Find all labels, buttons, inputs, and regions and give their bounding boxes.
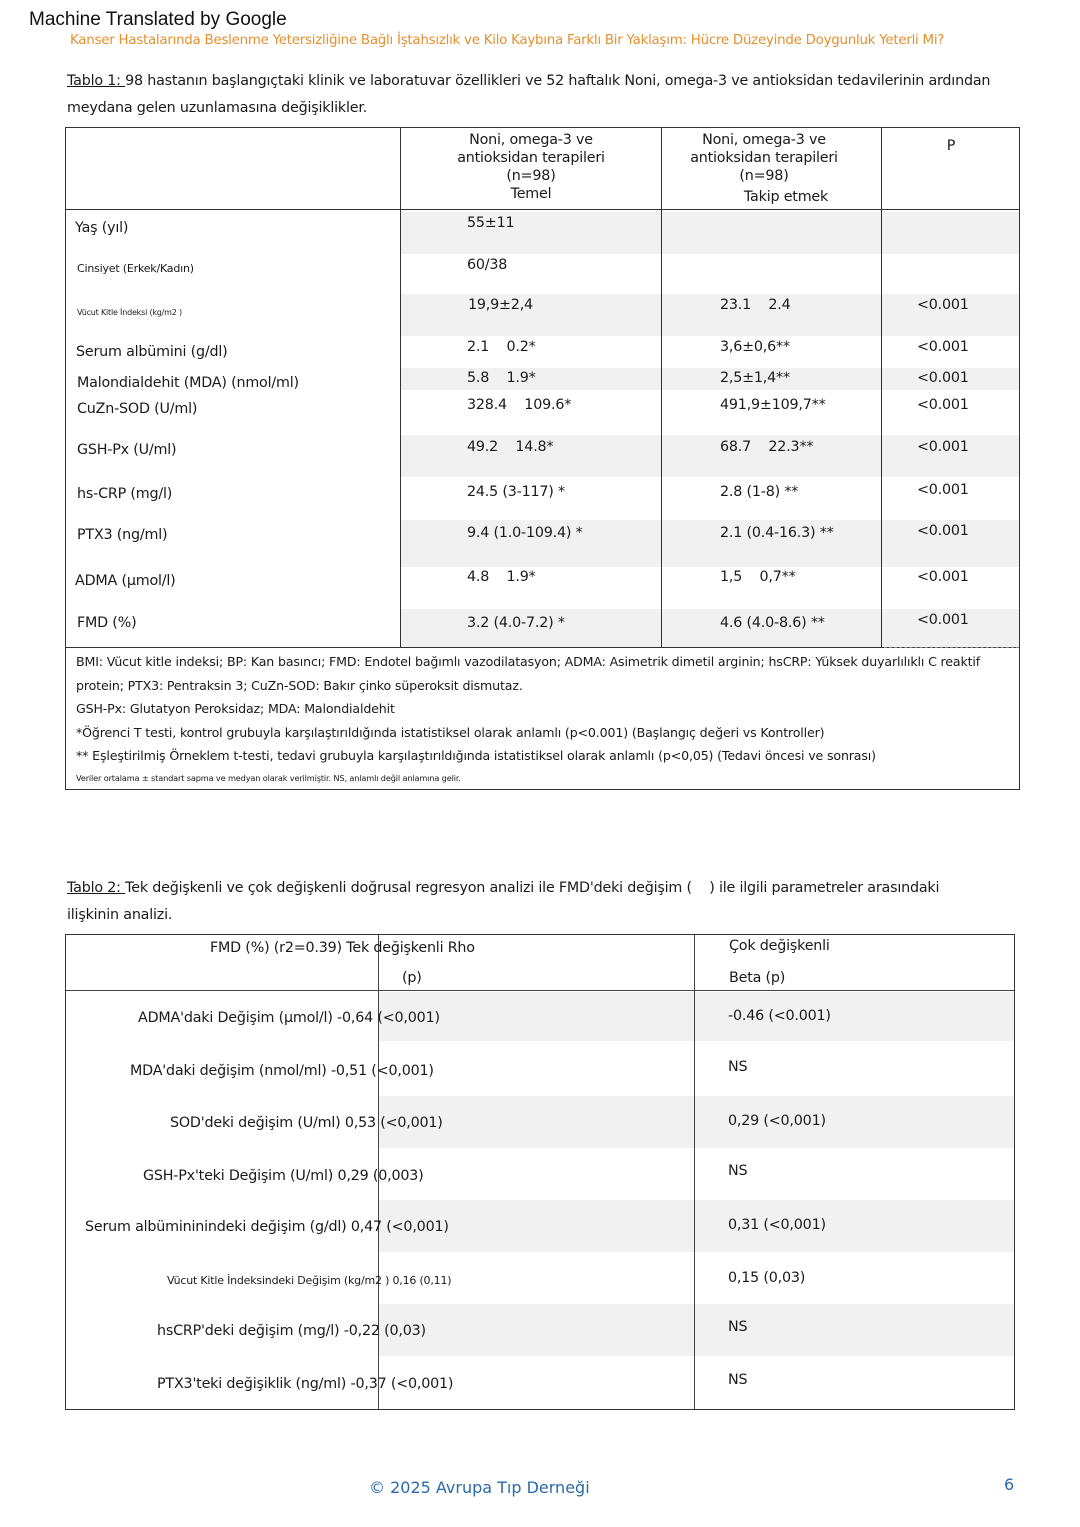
p-value: <0.001	[917, 482, 969, 498]
column-divider	[661, 128, 662, 648]
beta-value: 0,29 (<0,001)	[728, 1113, 826, 1129]
column-divider	[400, 128, 401, 648]
followup-value: 491,9±109,7**	[720, 397, 826, 413]
followup-value: 2.1 (0.4-16.3) **	[720, 525, 834, 541]
header-p: P	[946, 138, 956, 154]
page-number: 6	[1004, 1475, 1015, 1494]
footer-copyright: © 2025 Avrupa Tıp Derneği	[369, 1478, 590, 1497]
beta-value: NS	[728, 1372, 748, 1388]
header-followup-line: Noni, omega-3 ve	[702, 132, 826, 148]
note-line: protein; PTX3: Pentraksin 3; CuZn-SOD: Bakır çinko süperoksit dismutaz.	[76, 677, 523, 693]
followup-value: 1,5 0,7**	[720, 569, 796, 585]
baseline-value: 49.2 14.8*	[467, 439, 554, 455]
baseline-value: 9.4 (1.0-109.4) *	[467, 525, 583, 541]
note-line: BMI: Vücut kitle indeksi; BP: Kan basıncı; FMD: Endotel bağımlı vazodilatasyon; ADMA: Asimetrik dimetil arginin; hsCRP: Yüksek duyarlılıklı C reaktif	[76, 654, 981, 669]
p-value: <0.001	[917, 370, 969, 386]
row-label: PTX3'teki değişiklik (ng/ml) -0,37 (<0,001)	[157, 1376, 454, 1392]
baseline-value: 4.8 1.9*	[467, 569, 536, 585]
dotted-rule	[884, 647, 1019, 648]
header-followup	[634, 131, 894, 206]
header-baseline-line: antioksidan terapileri	[457, 150, 605, 166]
column-divider	[694, 935, 695, 1409]
column-divider	[881, 128, 882, 648]
baseline-value: 2.1 0.2*	[467, 339, 536, 355]
header-divider	[66, 209, 1019, 210]
followup-value: 23.1 2.4	[720, 297, 791, 313]
beta-value: NS	[728, 1059, 748, 1075]
note-line: Veriler ortalama ± standart sapma ve medyan olarak verilmiştir. NS, anlamlı değil anlamına gelir.	[76, 772, 461, 783]
beta-value: 0,15 (0,03)	[728, 1270, 806, 1286]
row-label: GSH-Px'teki Değişim (U/ml) 0,29 (0,003)	[143, 1168, 424, 1184]
followup-value: 68.7 22.3**	[720, 439, 814, 455]
header-baseline-line: (n=98)	[506, 168, 556, 184]
p-value: <0.001	[917, 523, 969, 539]
running-title: Kanser Hastalarında Beslenme Yetersizliğine Bağlı İştahsızlık ve Kilo Kaybına Farklı Bir Yaklaşım: Hücre Düzeyinde Doygunluk Yeterli Mi?	[70, 33, 945, 48]
machine-translation-banner: Machine Translated by Google	[29, 9, 287, 30]
baseline-value: 55±11	[467, 215, 515, 231]
followup-value: 2,5±1,4**	[720, 370, 790, 386]
row-label: Yaş (yıl)	[75, 220, 129, 236]
table2-caption-text-2: ilişkinin analizi.	[67, 907, 173, 923]
p-value: <0.001	[917, 439, 969, 455]
row-label: PTX3 (ng/ml)	[77, 527, 168, 543]
p-value: <0.001	[917, 397, 969, 413]
row-label: MDA'daki değişim (nmol/ml) -0,51 (<0,001)	[130, 1063, 434, 1079]
header-followup-line: (n=98)	[739, 168, 789, 184]
row-label: ADMA'daki Değişim (µmol/l) -0,64 (<0,001)	[138, 1010, 440, 1026]
table1-caption-text: 98 hastanın başlangıçtaki klinik ve laboratuvar özellikleri ve 52 haftalık Noni, omega-3 ve antioksidan tedavilerinin ardından	[125, 73, 991, 89]
followup-value: 3,6±0,6**	[720, 339, 790, 355]
header-multivariate-beta: Beta (p)	[729, 970, 786, 986]
beta-value: 0,31 (<0,001)	[728, 1217, 826, 1233]
notes-divider	[66, 647, 1019, 648]
header-univariate-p: (p)	[402, 970, 422, 986]
row-label: SOD'deki değişim (U/ml) 0,53 (<0,001)	[170, 1115, 443, 1131]
header-followup-line: antioksidan terapileri	[690, 150, 838, 166]
beta-value: NS	[728, 1163, 748, 1179]
header-multivariate: Çok değişkenli	[729, 938, 830, 954]
table1-notes	[76, 650, 980, 788]
baseline-value: 3.2 (4.0-7.2) *	[467, 615, 565, 631]
row-label: Serum albümini (g/dl)	[76, 344, 228, 360]
baseline-value: 19,9±2,4	[468, 297, 533, 313]
row-label: Serum albümininindeki değişim (g/dl) 0,47 (<0,001)	[85, 1219, 449, 1235]
header-divider	[66, 990, 1014, 991]
row-label: Vücut Kitle İndeksi (kg/m2 )	[77, 308, 182, 317]
table1-caption	[67, 68, 1032, 122]
row-label: Vücut Kitle İndeksindeki Değişim (kg/m2 ) 0,16 (0,11)	[167, 1274, 452, 1287]
followup-value: 4.6 (4.0-8.6) **	[720, 615, 825, 631]
header-baseline	[401, 131, 661, 203]
header-baseline-line: Temel	[510, 186, 552, 202]
p-value: <0.001	[917, 569, 969, 585]
baseline-value: 60/38	[467, 257, 508, 273]
table1-caption-label: Tablo 1:	[67, 73, 126, 89]
p-value: <0.001	[917, 612, 969, 628]
note-line: ** Eşleştirilmiş Örneklem t-testi, tedavi grubuyla karşılaştırıldığında istatistiksel olarak anlamlı (p<0,05) (Tedavi öncesi ve sonrası)	[76, 748, 876, 764]
followup-value: 2.8 (1-8) **	[720, 484, 799, 500]
table2	[65, 934, 1015, 1410]
beta-value: NS	[728, 1319, 748, 1335]
table2-caption-text: Tek değişkenli ve çok değişkenli doğrusal regresyon analizi ile FMD'deki değişim ( ) ile ilgili parametreler arasındaki	[125, 880, 940, 896]
table2-caption-label: Tablo 2:	[67, 880, 126, 896]
baseline-value: 328.4 109.6*	[467, 397, 572, 413]
row-label: FMD (%)	[77, 615, 137, 631]
baseline-value: 24.5 (3-117) *	[467, 484, 565, 500]
p-value: <0.001	[917, 297, 969, 313]
table1-caption-text-2: meydana gelen uzunlamasına değişiklikler.	[67, 100, 368, 116]
row-label: hsCRP'deki değişim (mg/l) -0,22 (0,03)	[157, 1323, 426, 1339]
table2-caption	[67, 875, 1032, 929]
note-line: *Öğrenci T testi, kontrol grubuyla karşılaştırıldığında istatistiksel olarak anlamlı (p<0.001) (Başlangıç değeri vs Kontroller)	[76, 724, 825, 740]
row-label: ADMA (µmol/l)	[75, 573, 176, 589]
header-followup-line: Takip etmek	[743, 189, 829, 205]
row-band	[379, 1304, 1014, 1356]
baseline-value: 5.8 1.9*	[467, 370, 536, 386]
note-line: GSH-Px: Glutatyon Peroksidaz; MDA: Malondialdehit	[76, 701, 395, 717]
row-band	[379, 1096, 1014, 1148]
beta-value: -0.46 (<0.001)	[728, 1008, 831, 1024]
row-label: Cinsiyet (Erkek/Kadın)	[77, 262, 194, 275]
row-label: Malondialdehit (MDA) (nmol/ml)	[77, 375, 299, 391]
row-label: hs-CRP (mg/l)	[77, 486, 173, 502]
header-baseline-line: Noni, omega-3 ve	[469, 132, 593, 148]
row-band	[379, 1200, 1014, 1252]
row-band	[379, 992, 1014, 1041]
row-label: CuZn-SOD (U/ml)	[77, 401, 198, 417]
table1	[65, 127, 1020, 790]
header-univariate: FMD (%) (r2=0.39) Tek değişkenli Rho	[210, 940, 475, 956]
p-value: <0.001	[917, 339, 969, 355]
row-label: GSH-Px (U/ml)	[77, 442, 177, 458]
